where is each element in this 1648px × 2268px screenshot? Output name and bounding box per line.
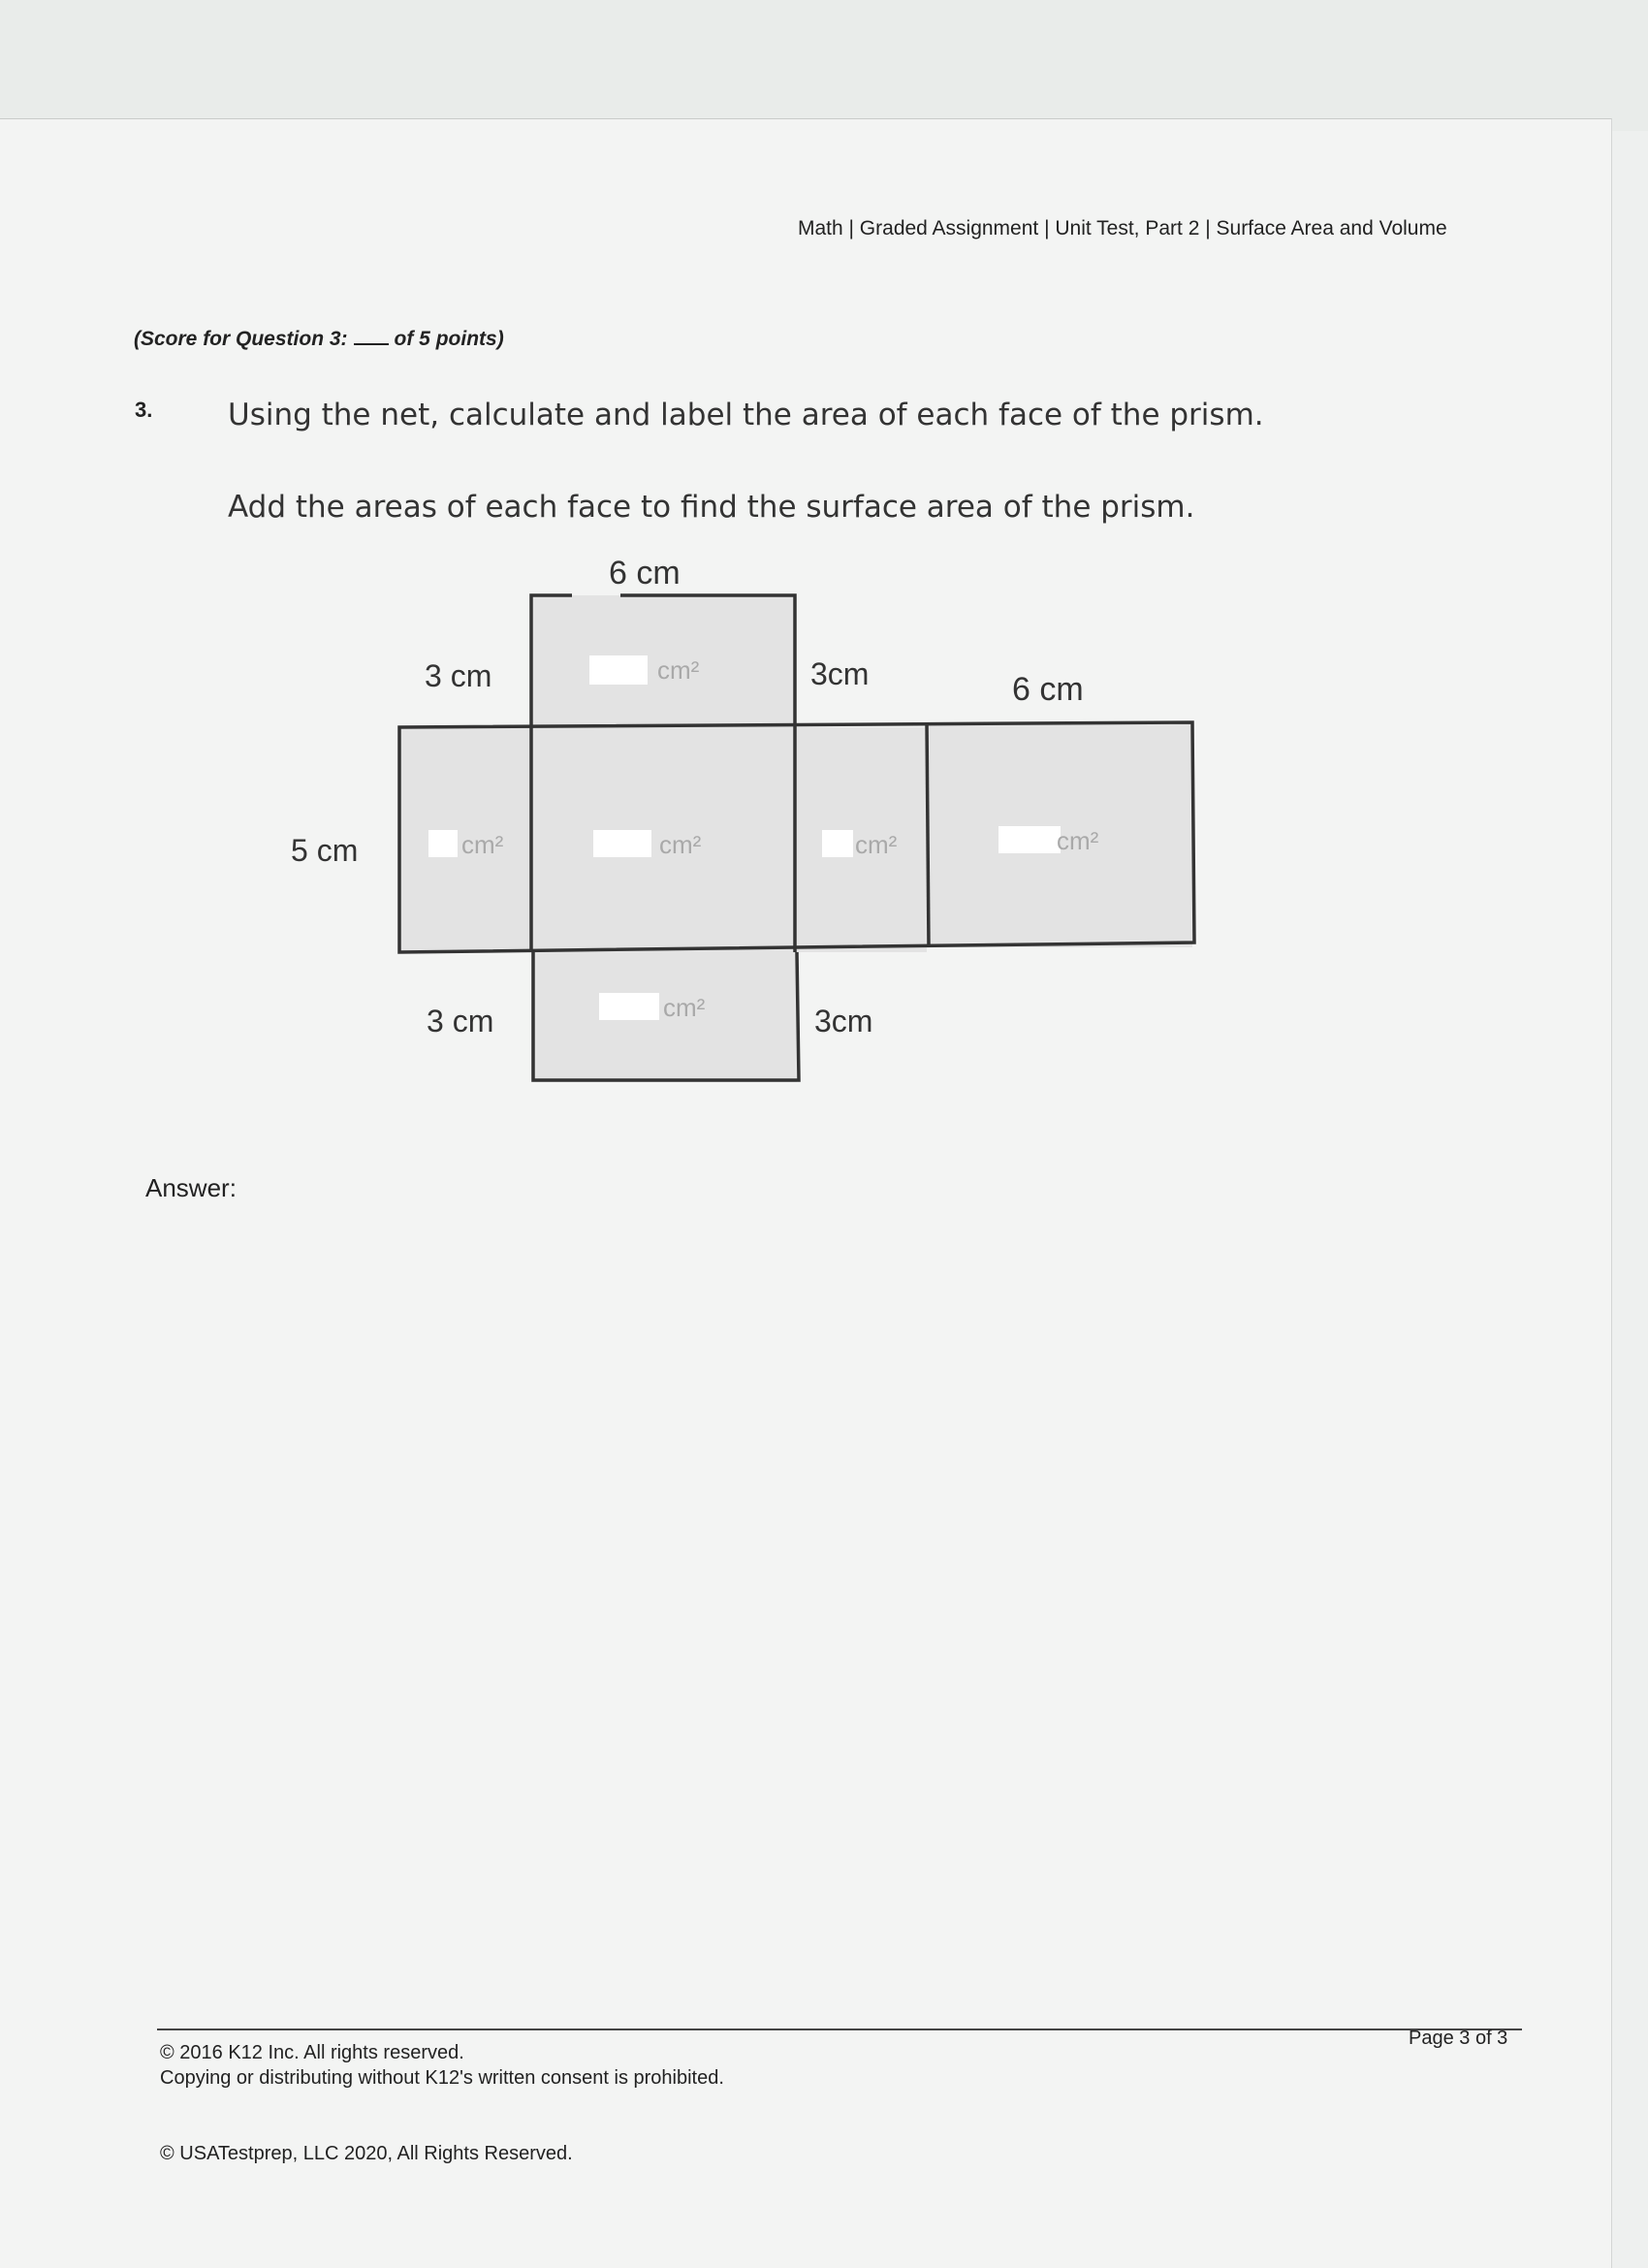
- label-middle-height: 5 cm: [291, 833, 359, 868]
- label-top-left-height: 3 cm: [425, 658, 492, 693]
- prism-net-diagram: [0, 0, 1648, 1115]
- score-suffix: of 5 points): [394, 328, 504, 350]
- label-bottom-right-height: 3cm: [814, 1004, 873, 1038]
- footer-divider: [157, 2028, 1522, 2030]
- unit-center: cm²: [659, 830, 702, 859]
- blank-left[interactable]: [428, 830, 458, 857]
- unit-bottom: cm²: [663, 993, 706, 1022]
- unit-right-side: cm²: [855, 830, 898, 859]
- fold-line-3: [927, 722, 929, 947]
- footer-notice: Copying or distributing without K12's written consent is prohibited.: [160, 2067, 724, 2089]
- label-bottom-left-height: 3 cm: [427, 1004, 494, 1038]
- question-instruction-2: Add the areas of each face to find the surface area of the prism.: [228, 490, 1195, 525]
- label-top-width: 6 cm: [609, 555, 681, 591]
- footer-copyright-usatestprep: © USATestprep, LLC 2020, All Rights Reserved.: [160, 2143, 573, 2164]
- label-right-face-width: 6 cm: [1012, 671, 1084, 708]
- blank-bottom[interactable]: [599, 993, 659, 1020]
- label-top-right-height: 3cm: [810, 656, 870, 691]
- answer-label: Answer:: [145, 1173, 237, 1202]
- blank-far-right[interactable]: [998, 826, 1061, 853]
- unit-top: cm²: [657, 655, 700, 685]
- unit-left: cm²: [461, 830, 504, 859]
- page-number: Page 3 of 3: [1409, 2028, 1508, 2049]
- unit-far-right: cm²: [1057, 826, 1099, 855]
- question-instruction-1: Using the net, calculate and label the area of each face of the prism.: [228, 398, 1264, 432]
- blank-center[interactable]: [593, 830, 651, 857]
- footer-copyright-k12: © 2016 K12 Inc. All rights reserved.: [160, 2042, 464, 2063]
- blank-right-side[interactable]: [822, 830, 853, 857]
- course-header: Math | Graded Assignment | Unit Test, Part 2 | Surface Area and Volume: [798, 217, 1447, 240]
- question-number: 3.: [135, 398, 153, 422]
- blank-top[interactable]: [589, 655, 648, 685]
- score-prefix: (Score for Question 3:: [134, 328, 348, 350]
